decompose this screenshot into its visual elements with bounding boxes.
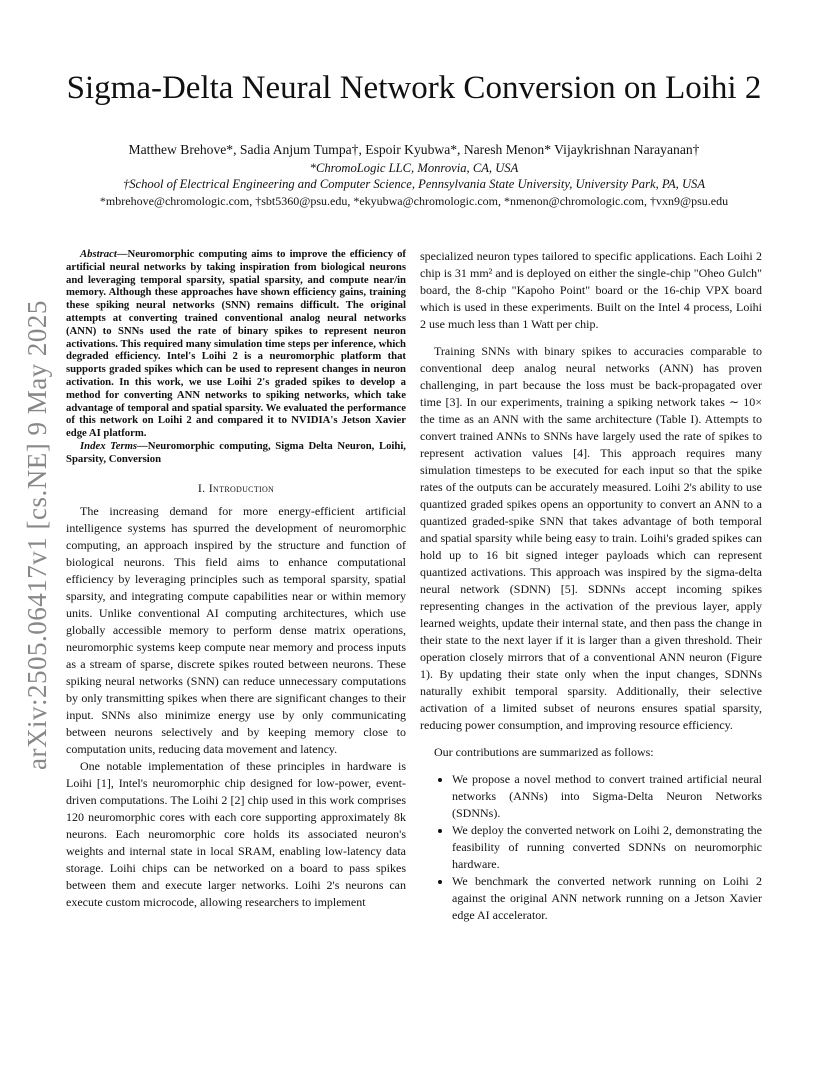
list-item: • We propose a novel method to convert trained artificial neural networks (ANNs) into Sigma-Delta Neuron Networks (SDNNs). [452,771,762,822]
affiliation-chromologic: *ChromoLogic LLC, Monrovia, CA, USA [309,161,519,175]
affiliation-psu: †School of Electrical Engineering and Computer Science, Pennsylvania State University, University Park, PA, USA [122,177,706,191]
intro-paragraph-2: One notable implementation of these principles in hardware is Loihi [1], Intel's neuromorphic chip designed for low-power, event-driven computations. The Loihi 2 [2] chip used in this work comprises 120 neuromorphic cores with each core supporting approximately 8k neurons. Each neuromorphic core holds its associated neuron's weights and internal state in local SRAM, enabling low-latency data storage. Loihi chips can be networked on a board to pass spikes between them and execute larger networks. Loihi 2's neurons can execute custom microcode, allowing researchers to implement [66,758,406,909]
author-emails: *mbrehove@chromologic.com, †sbt5360@psu.edu, *ekyubwa@chromologic.com, *nmenon@chromologic.com, †vxn9@psu.edu [99,194,729,208]
contributions-list [420,771,762,924]
abstract-text: Neuromorphic computing aims to improve the efficiency of artificial neural networks by taking inspiration from biological neurons and leveraging temporal sparsity, spatial sparsity, and compute near/in memory. Although these approaches have shown efficiency gains, training these spiking neural networks (SNN) remains difficult. The original attempts at converting trained conventional analog neural networks (ANN) to SNNs used the rate of binary spikes to represent neuron activations. This required many simulation time steps per inference, which degraded efficiency. Intel's Loihi 2 is a neuromorphic platform that supports graded spikes which can be used to represent changes in neuron activation. In this work, we use Loihi 2's graded spikes to develop a method for converting ANN networks to spiking networks, which take advantage of temporal and spatial sparsity. We evaluated the performance of this network on Loihi 2 and compared it to NVIDIA's Jetson Xavier edge AI platform. [66,248,406,440]
right-column [420,248,762,924]
author-list: Matthew Brehove*, Sadia Anjum Tumpa†, Espoir Kyubwa*, Naresh Menon* Vijaykrishnan Narayanan† [128,142,700,157]
list-item: • We deploy the converted network on Loihi 2, demonstrating the feasibility of running converted SDNNs on neuromorphic hardware. [452,822,762,873]
abstract [66,248,406,440]
paper-title: Sigma-Delta Neural Network Conversion on Loihi 2 [66,70,762,106]
index-terms-text: Neuromorphic computing, Sigma Delta Neuron, Loihi, Sparsity, Conversion [66,439,406,465]
intro-paragraph-3: specialized neuron types tailored to specific applications. Each Loihi 2 chip is 31 mm² and is deployed on either the single-chip "Oheo Gulch" board, the 8-chip "Kapoho Point" board or the 16-chip VPX board which is used in these experiments. Built on the Intel 4 process, Loihi 2 use much less than 1 Watt per chip. [420,249,762,331]
index-terms [66,440,406,466]
intro-paragraph-1: The increasing demand for more energy-efficient artificial intelligence systems has spurred the development of neuromorphic computing, an approach inspired by the structure and function of biological neurons. This field aims to enhance computational efficiency by leveraging principles such as temporal sparsity, spatial sparsity, and integrating compute capabilities near or within memory units. Unlike conventional AI computing architectures, which use globally accessible memory to perform dense matrix operations, neuromorphic systems keep compute near memory and process inputs as a stream of sparse, discrete spikes routed between neurons. These spiking neural networks (SNN) can reduce unnecessary computations by only transmitting spikes when there are significant changes to their input. SNNs also minimize energy use by only communicating between neurons selectively and by keeping memory close to computation units, reducing data movement and latency. [66,503,406,756]
list-item: • We benchmark the converted network running on Loihi 2 against the original ANN network running on a Jetson Xavier edge AI accelerator. [452,873,762,924]
left-column [66,248,406,911]
arxiv-identifier: arXiv:2505.06417v1 [cs.NE] 9 May 2025 [22,300,52,770]
index-terms-label: Index Terms— [80,439,148,452]
abstract-label: Abstract— [80,248,128,260]
intro-paragraph-4: Training SNNs with binary spikes to accuracies comparable to conventional deep analog neural networks (ANN) has proven challenging, in part because the loss must be back-propagated over time [3]. In our experiments, training a spiking network takes ∼ 10× the time as an ANN with the same architecture (Table I). Attempts to convert trained ANNs to SNNs have largely used the rate of spikes to represent activation values [4]. This approach requires many simulation timesteps to be executed for each input so that the spike rates of the outputs can be accurately measured. Loihi 2's ability to use quantized graded spikes opens an opportunity to convert an ANN to a quantized graded-spike SNN that takes advantage of both temporal and spatial sparsity while being easy to train. Loihi's graded spikes can hold up to 16 bit signed integer payloads which can represent quantized activations. This approach was inspired by the sigma-delta neural network (SDNN) [5]. SDNNs accept incoming spikes representing changes in the activation of the previous layer, apply learned weights, update their internal state, and then pass the change in their state to the next layer if it is larger than a given threshold. Their operation closely mirrors that of a conventional ANN neuron (Figure 1). By updating their state only when the input changes, SDNNs naturally exhibit temporal sparsity. Additionally, their selective activation of a limited subset of neurons ensures spatial sparsity, reducing power consumption, and improving resource efficiency. [420,344,762,732]
section-heading-introduction: I. Introduction [197,480,275,495]
contributions-intro: Our contributions are summarized as follows: [434,745,654,759]
